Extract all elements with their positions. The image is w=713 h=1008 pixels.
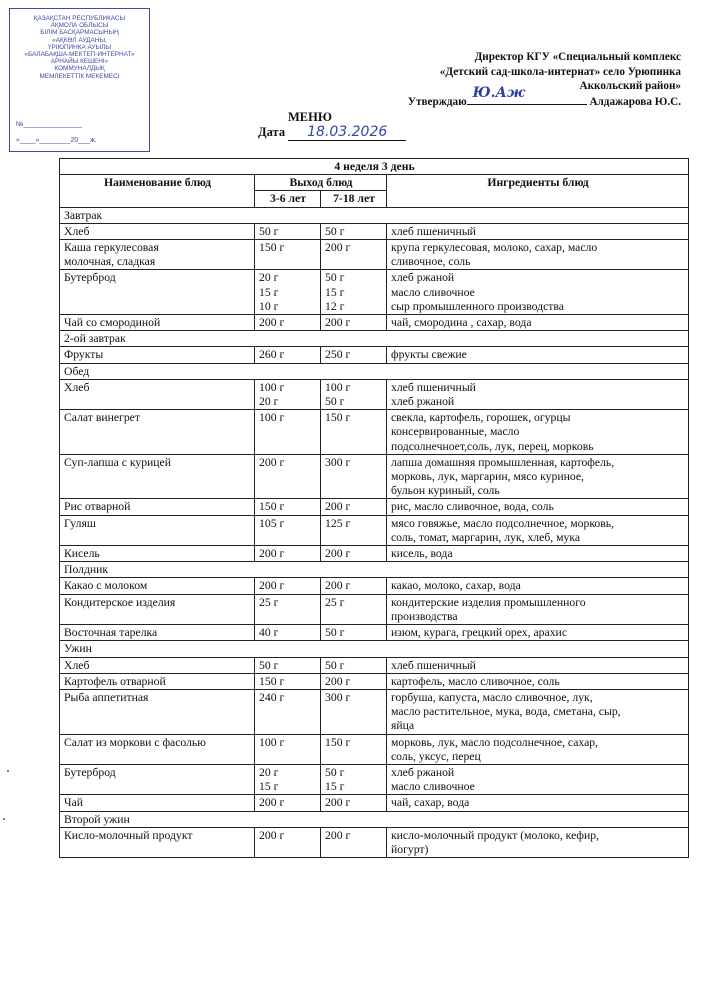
portion-7-18 [321, 270, 387, 315]
portion-7-18-line: 250 г [325, 348, 351, 362]
portion-7-18-line: 125 г [325, 516, 351, 530]
dish-name-line: молочная, сладкая [64, 255, 156, 269]
dish-name [60, 657, 255, 673]
ingredients [387, 795, 689, 811]
dish-name [60, 795, 255, 811]
ingredients-line: масло растительное, мука, вода, сметана, сыр, [391, 705, 621, 719]
ingredients-line: морковь, лук, маргарин, мясо куриное, [391, 470, 584, 484]
age-7-18-header: 7-18 лет [321, 191, 387, 207]
portion-7-18 [321, 240, 387, 270]
stamp-line: МЕМЛЕКЕТТІК МЕКЕМЕСІ [39, 72, 120, 80]
portion-7-18-line: 200 г [325, 674, 351, 688]
ingredients [387, 578, 689, 594]
table-row [60, 240, 689, 270]
dish-name-line: Салат из моркови с фасолью [64, 735, 206, 749]
portion-7-18 [321, 499, 387, 515]
dish-name [60, 546, 255, 562]
dish-name [60, 764, 255, 794]
portion-7-18-line: 200 г [325, 547, 351, 561]
portion-3-6 [255, 827, 321, 857]
ingredients-line: соль, томат, маргарин, лук, хлеб, мука [391, 530, 581, 544]
table-row [60, 657, 689, 673]
portion-3-6 [255, 657, 321, 673]
ingredients-line: крупа геркулесовая, молоко, сахар, масло [391, 241, 598, 255]
table-row [60, 827, 689, 857]
signature-line [467, 84, 587, 105]
dish-name [60, 454, 255, 499]
stamp-line: ҚАЗАҚСТАН РЕСПУБЛИКАСЫ [33, 15, 126, 22]
meal-section-title: Второй ужин [60, 811, 689, 827]
portion-3-6-line: 20 г [259, 271, 279, 285]
portion-3-6-line: 50 г [259, 658, 279, 672]
scan-speck [3, 818, 5, 820]
portion-3-6-line: 200 г [259, 455, 285, 469]
approval-block [361, 50, 681, 109]
table-row [60, 673, 689, 689]
meal-section-title: Завтрак [60, 207, 689, 223]
ingredients-line: горбуша, капуста, масло сливочное, лук, [391, 690, 593, 704]
portion-7-18 [321, 347, 387, 363]
ingredients-line: сливочное, соль [391, 255, 471, 269]
portion-7-18 [321, 734, 387, 764]
dish-name-line: Салат винегрет [64, 411, 140, 425]
output-column-header: Выход блюд [255, 175, 387, 191]
portion-3-6-line: 240 г [259, 690, 285, 704]
dish-name-line: Кондитерское изделия [64, 595, 176, 609]
meal-section-title: Ужин [60, 641, 689, 657]
ingredients-line: хлеб ржаной [391, 395, 455, 409]
stamp-line: «АҚКӨЛ АУДАНЫ, [52, 36, 107, 44]
portion-7-18-line: 150 г [325, 411, 351, 425]
portion-7-18-line: 200 г [325, 241, 351, 255]
portion-3-6-line: 15 г [259, 285, 279, 299]
ingredients [387, 689, 689, 734]
ingredients [387, 673, 689, 689]
portion-7-18-line: 300 г [325, 690, 351, 704]
ingredients [387, 240, 689, 270]
scan-speck [7, 770, 9, 772]
dish-name [60, 315, 255, 331]
dish-name-line: Восточная тарелка [64, 626, 158, 640]
portion-3-6 [255, 223, 321, 239]
portion-3-6 [255, 454, 321, 499]
page-title: МЕНЮ [288, 110, 332, 124]
ingredients [387, 410, 689, 455]
stamp-line: КОММУНАЛДЫҚ [54, 65, 105, 73]
ingredients-line: лапша домашняя промышленная, картофель, [391, 455, 615, 469]
meal-section-row [60, 207, 689, 223]
ingredients-line: хлеб пшеничный [391, 658, 476, 672]
ingredients [387, 515, 689, 545]
table-row [60, 625, 689, 641]
dish-column-header: Наименование блюд [60, 175, 255, 207]
ingredients-line: свекла, картофель, горошек, огурцы [391, 411, 571, 425]
dish-name-line: Хлеб [64, 658, 90, 672]
ingredients [387, 499, 689, 515]
dish-name [60, 270, 255, 315]
dish-name [60, 240, 255, 270]
signature: Ю.Аж [472, 84, 526, 101]
date-row [258, 124, 406, 141]
dish-name [60, 689, 255, 734]
table-row [60, 764, 689, 794]
portion-7-18 [321, 657, 387, 673]
table-row [60, 379, 689, 409]
dish-name [60, 515, 255, 545]
table-row [60, 578, 689, 594]
portion-3-6-line: 200 г [259, 579, 285, 593]
portion-3-6 [255, 546, 321, 562]
portion-7-18 [321, 223, 387, 239]
ingredients-line: масло сливочное [391, 780, 475, 794]
portion-3-6-line: 100 г [259, 380, 285, 394]
portion-7-18-line: 300 г [325, 455, 351, 469]
portion-3-6-line: 100 г [259, 411, 285, 425]
portion-3-6 [255, 410, 321, 455]
ingredients [387, 625, 689, 641]
approval-line-1: Директор КГУ «Специальный комплекс [474, 51, 681, 63]
portion-3-6 [255, 625, 321, 641]
ingredients-line: мясо говяжье, масло подсолнечное, морковь, [391, 516, 615, 530]
dish-name-line: Суп-лапша с курицей [64, 455, 171, 469]
ingredients-line: соль, уксус, перец [391, 749, 481, 763]
portion-7-18-line: 200 г [325, 500, 351, 514]
portion-7-18-line: 50 г [325, 271, 345, 285]
portion-3-6-line: 25 г [259, 595, 279, 609]
portion-7-18-line: 200 г [325, 579, 351, 593]
ingredients [387, 594, 689, 624]
table-row [60, 270, 689, 315]
ingredients-line: сыр промышленного производства [391, 299, 564, 313]
portion-3-6-line: 150 г [259, 500, 285, 514]
dish-name-line: Какао с молоком [64, 579, 148, 593]
meal-section-row [60, 641, 689, 657]
portion-3-6 [255, 734, 321, 764]
dish-name-line: Бутерброд [64, 765, 116, 779]
portion-7-18-line: 12 г [325, 299, 345, 313]
meal-section-row [60, 562, 689, 578]
stamp-date-field: «____»________20___ж. [16, 137, 97, 144]
portion-3-6-line: 100 г [259, 735, 285, 749]
ingredients-line: хлеб пшеничный [391, 224, 476, 238]
dish-name [60, 223, 255, 239]
dish-name-line: Кисло-молочный продукт [64, 828, 193, 842]
meal-section-title: Обед [60, 363, 689, 379]
dish-name-line: Чай со смородиной [64, 316, 161, 330]
dish-name [60, 625, 255, 641]
ingredients-line: кисло-молочный продукт (молоко, кефир, [391, 828, 599, 842]
portion-3-6 [255, 515, 321, 545]
portion-7-18-line: 15 г [325, 780, 345, 794]
portion-7-18-line: 50 г [325, 395, 345, 409]
dish-name [60, 578, 255, 594]
portion-7-18 [321, 764, 387, 794]
ingredients-line: морковь, лук, масло подсолнечное, сахар, [391, 735, 599, 749]
dish-name [60, 347, 255, 363]
portion-3-6-line: 260 г [259, 348, 285, 362]
ingredients-line: чай, сахар, вода [391, 796, 470, 810]
table-row [60, 594, 689, 624]
stamp-line: БІЛІМ БАСҚАРМАСЫНЫҢ [40, 29, 119, 37]
ingredients [387, 657, 689, 673]
portion-3-6 [255, 594, 321, 624]
portion-3-6 [255, 347, 321, 363]
portion-3-6 [255, 379, 321, 409]
meal-section-row [60, 331, 689, 347]
portion-7-18 [321, 410, 387, 455]
portion-3-6-line: 200 г [259, 547, 285, 561]
dish-name-line: Рыба аппетитная [64, 690, 149, 704]
dish-name [60, 499, 255, 515]
dish-name [60, 734, 255, 764]
ingredients-line: хлеб пшеничный [391, 380, 476, 394]
portion-7-18-line: 200 г [325, 316, 351, 330]
menu-table [59, 158, 689, 858]
table-row [60, 515, 689, 545]
portion-3-6-line: 200 г [259, 796, 285, 810]
portion-7-18 [321, 689, 387, 734]
dish-name-line: Кисель [64, 547, 100, 561]
ingredients-line: фрукты свежие [391, 348, 467, 362]
portion-7-18 [321, 379, 387, 409]
portion-3-6 [255, 689, 321, 734]
ingredients-line: масло сливочное [391, 285, 475, 299]
meal-section-row [60, 363, 689, 379]
ingredients [387, 734, 689, 764]
ingredients-line: подсолнечноет,соль, лук, перец, морковь [391, 439, 594, 453]
portion-3-6 [255, 578, 321, 594]
portion-7-18 [321, 827, 387, 857]
portion-7-18-line: 100 г [325, 380, 351, 394]
portion-7-18 [321, 625, 387, 641]
dish-name [60, 827, 255, 857]
ingredients-line: картофель, масло сливочное, соль [391, 674, 560, 688]
ingredients [387, 315, 689, 331]
ingredients-line: йогурт) [391, 842, 429, 856]
table-row [60, 689, 689, 734]
table-row [60, 546, 689, 562]
ingredients-line: изюм, курага, грецкий орех, арахис [391, 626, 568, 640]
ingredients-line: консервированные, масло [391, 425, 520, 439]
organization-stamp [9, 8, 150, 152]
portion-7-18-line: 50 г [325, 626, 345, 640]
ingredients-line: кисель, вода [391, 547, 453, 561]
meal-section-title: Полдник [60, 562, 689, 578]
portion-7-18-line: 200 г [325, 796, 351, 810]
portion-7-18-line: 15 г [325, 285, 345, 299]
portion-3-6-line: 105 г [259, 516, 285, 530]
ingredients [387, 454, 689, 499]
dish-name [60, 379, 255, 409]
portion-7-18 [321, 673, 387, 689]
dish-name-line: Хлеб [64, 224, 90, 238]
table-row [60, 347, 689, 363]
ingredients [387, 270, 689, 315]
table-row [60, 734, 689, 764]
portion-3-6-line: 150 г [259, 241, 285, 255]
portion-3-6-line: 200 г [259, 316, 285, 330]
dish-name-line: Бутерброд [64, 271, 116, 285]
approve-label: Утверждаю [407, 95, 467, 108]
meal-section-row [60, 811, 689, 827]
portion-7-18 [321, 515, 387, 545]
portion-7-18 [321, 315, 387, 331]
portion-3-6-line: 10 г [259, 299, 279, 313]
stamp-number-field: №_______________ [16, 121, 82, 128]
ingredients-line: хлеб ржаной [391, 765, 455, 779]
portion-3-6-line: 20 г [259, 765, 279, 779]
portion-7-18-line: 150 г [325, 735, 351, 749]
portion-3-6-line: 50 г [259, 224, 279, 238]
dish-name-line: Гуляш [64, 516, 96, 530]
table-row [60, 223, 689, 239]
dish-name-line: Рис отварной [64, 500, 131, 514]
ingredients [387, 546, 689, 562]
ingredients [387, 347, 689, 363]
portion-3-6 [255, 240, 321, 270]
dish-name [60, 673, 255, 689]
week-day-header: 4 неделя 3 день [60, 159, 689, 175]
ingredients [387, 379, 689, 409]
ingredients-line: производства [391, 609, 458, 623]
table-row [60, 410, 689, 455]
ingredients-line: рис, масло сливочное, вода, соль [391, 500, 554, 514]
portion-3-6 [255, 673, 321, 689]
approval-line-2: «Детский сад-школа-интернат» село Урюпинка [439, 65, 681, 78]
ingredients-line: хлеб ржаной [391, 271, 455, 285]
portion-7-18-line: 50 г [325, 224, 345, 238]
portion-7-18 [321, 546, 387, 562]
stamp-text [10, 15, 149, 80]
ingredients-line: чай, смородина , сахар, вода [391, 316, 532, 330]
portion-7-18-line: 50 г [325, 765, 345, 779]
ingredients [387, 764, 689, 794]
portion-3-6-line: 40 г [259, 626, 279, 640]
portion-7-18 [321, 795, 387, 811]
ingredients-line: яйца [391, 719, 415, 733]
table-row [60, 315, 689, 331]
portion-3-6 [255, 315, 321, 331]
dish-name-line: Чай [64, 796, 84, 810]
stamp-line: АҚМОЛА ОБЛЫСЫ [50, 22, 109, 30]
dish-name [60, 410, 255, 455]
ingredients-line: какао, молоко, сахар, вода [391, 579, 521, 593]
stamp-line: АРНАЙЫ КЕШЕНІ» [50, 58, 109, 66]
ingredients [387, 223, 689, 239]
portion-3-6-line: 20 г [259, 395, 279, 409]
dish-name-line: Каша геркулесовая [64, 241, 159, 255]
table-row [60, 499, 689, 515]
stamp-line: «БАЛАБАҚША-МЕКТЕП-ИНТЕРНАТ» [24, 51, 135, 59]
meal-section-title: 2-ой завтрак [60, 331, 689, 347]
table-row [60, 454, 689, 499]
portion-7-18 [321, 578, 387, 594]
portion-3-6-line: 15 г [259, 780, 279, 794]
portion-7-18-line: 200 г [325, 828, 351, 842]
portion-3-6 [255, 764, 321, 794]
date-value: 18.03.2026 [288, 124, 406, 141]
portion-3-6 [255, 499, 321, 515]
table-row [60, 795, 689, 811]
stamp-line: ҮРІЮПИНКА АУЫЛЫ [47, 43, 112, 51]
portion-7-18-line: 25 г [325, 595, 345, 609]
ingredients [387, 827, 689, 857]
portion-7-18-line: 50 г [325, 658, 345, 672]
dish-name-line: Картофель отварной [64, 674, 166, 688]
portion-3-6-line: 200 г [259, 828, 285, 842]
approval-line-3: Аккольский район» [579, 80, 681, 92]
portion-3-6 [255, 795, 321, 811]
dish-name-line: Хлеб [64, 380, 90, 394]
director-name: Алдажарова Ю.С. [589, 95, 681, 108]
dish-name-line: Фрукты [64, 348, 104, 362]
age-3-6-header: 3-6 лет [255, 191, 321, 207]
menu-body [60, 207, 689, 858]
date-label: Дата [258, 125, 286, 139]
portion-7-18 [321, 594, 387, 624]
portion-7-18 [321, 454, 387, 499]
portion-3-6 [255, 270, 321, 315]
dish-name [60, 594, 255, 624]
ingredients-line: кондитерские изделия промышленного [391, 595, 586, 609]
ingredients-line: бульон куриный, соль [391, 484, 500, 498]
ingredients-column-header: Ингредиенты блюд [387, 175, 689, 207]
portion-3-6-line: 150 г [259, 674, 285, 688]
